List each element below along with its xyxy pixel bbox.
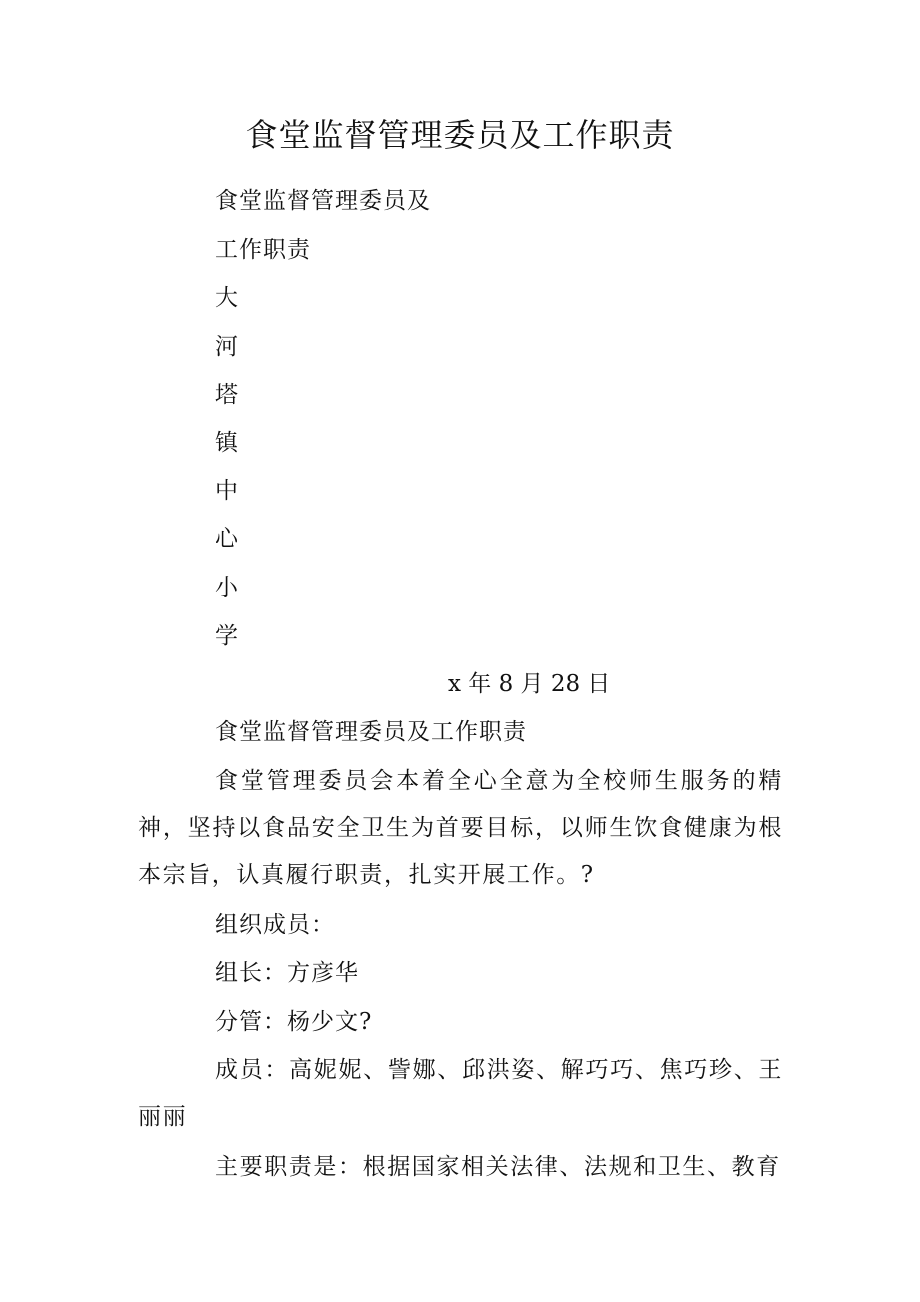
supervisor-line: 分管：杨少文?: [215, 1009, 373, 1035]
cover-line: 小: [215, 575, 239, 601]
cover-line: 塔: [215, 382, 239, 408]
cover-line: 河: [215, 334, 239, 360]
document-title: 食堂监督管理委员及工作职责: [245, 116, 675, 154]
cover-line: 心: [215, 526, 239, 552]
cover-line: 学: [215, 623, 239, 649]
members-heading: 组织成员：: [215, 912, 335, 938]
section-heading: 食堂监督管理委员及工作职责: [215, 719, 527, 745]
cover-line: 中: [215, 478, 239, 504]
leader-line: 组长：方彦华: [215, 960, 359, 986]
cover-line: 大: [215, 285, 239, 311]
intro-paragraph: 食堂管理委员会本着全心全意为全校师生服务的精神，坚持以食品安全卫生为首要目标，以师生饮食健康为根本宗旨，认真履行职责，扎实开展工作。?: [138, 768, 783, 888]
cover-line: 食堂监督管理委员及: [215, 188, 431, 214]
cover-line: 镇: [215, 430, 239, 456]
duties-paragraph: 主要职责是：根据国家相关法律、法规和卫生、教育: [215, 1154, 781, 1180]
members-paragraph: 成员：高妮妮、訾娜、邱洪姿、解巧巧、焦巧珍、王丽丽: [138, 1057, 783, 1130]
document-date: x 年 8 月 28 日: [448, 671, 611, 697]
cover-line: 工作职责: [215, 237, 311, 263]
